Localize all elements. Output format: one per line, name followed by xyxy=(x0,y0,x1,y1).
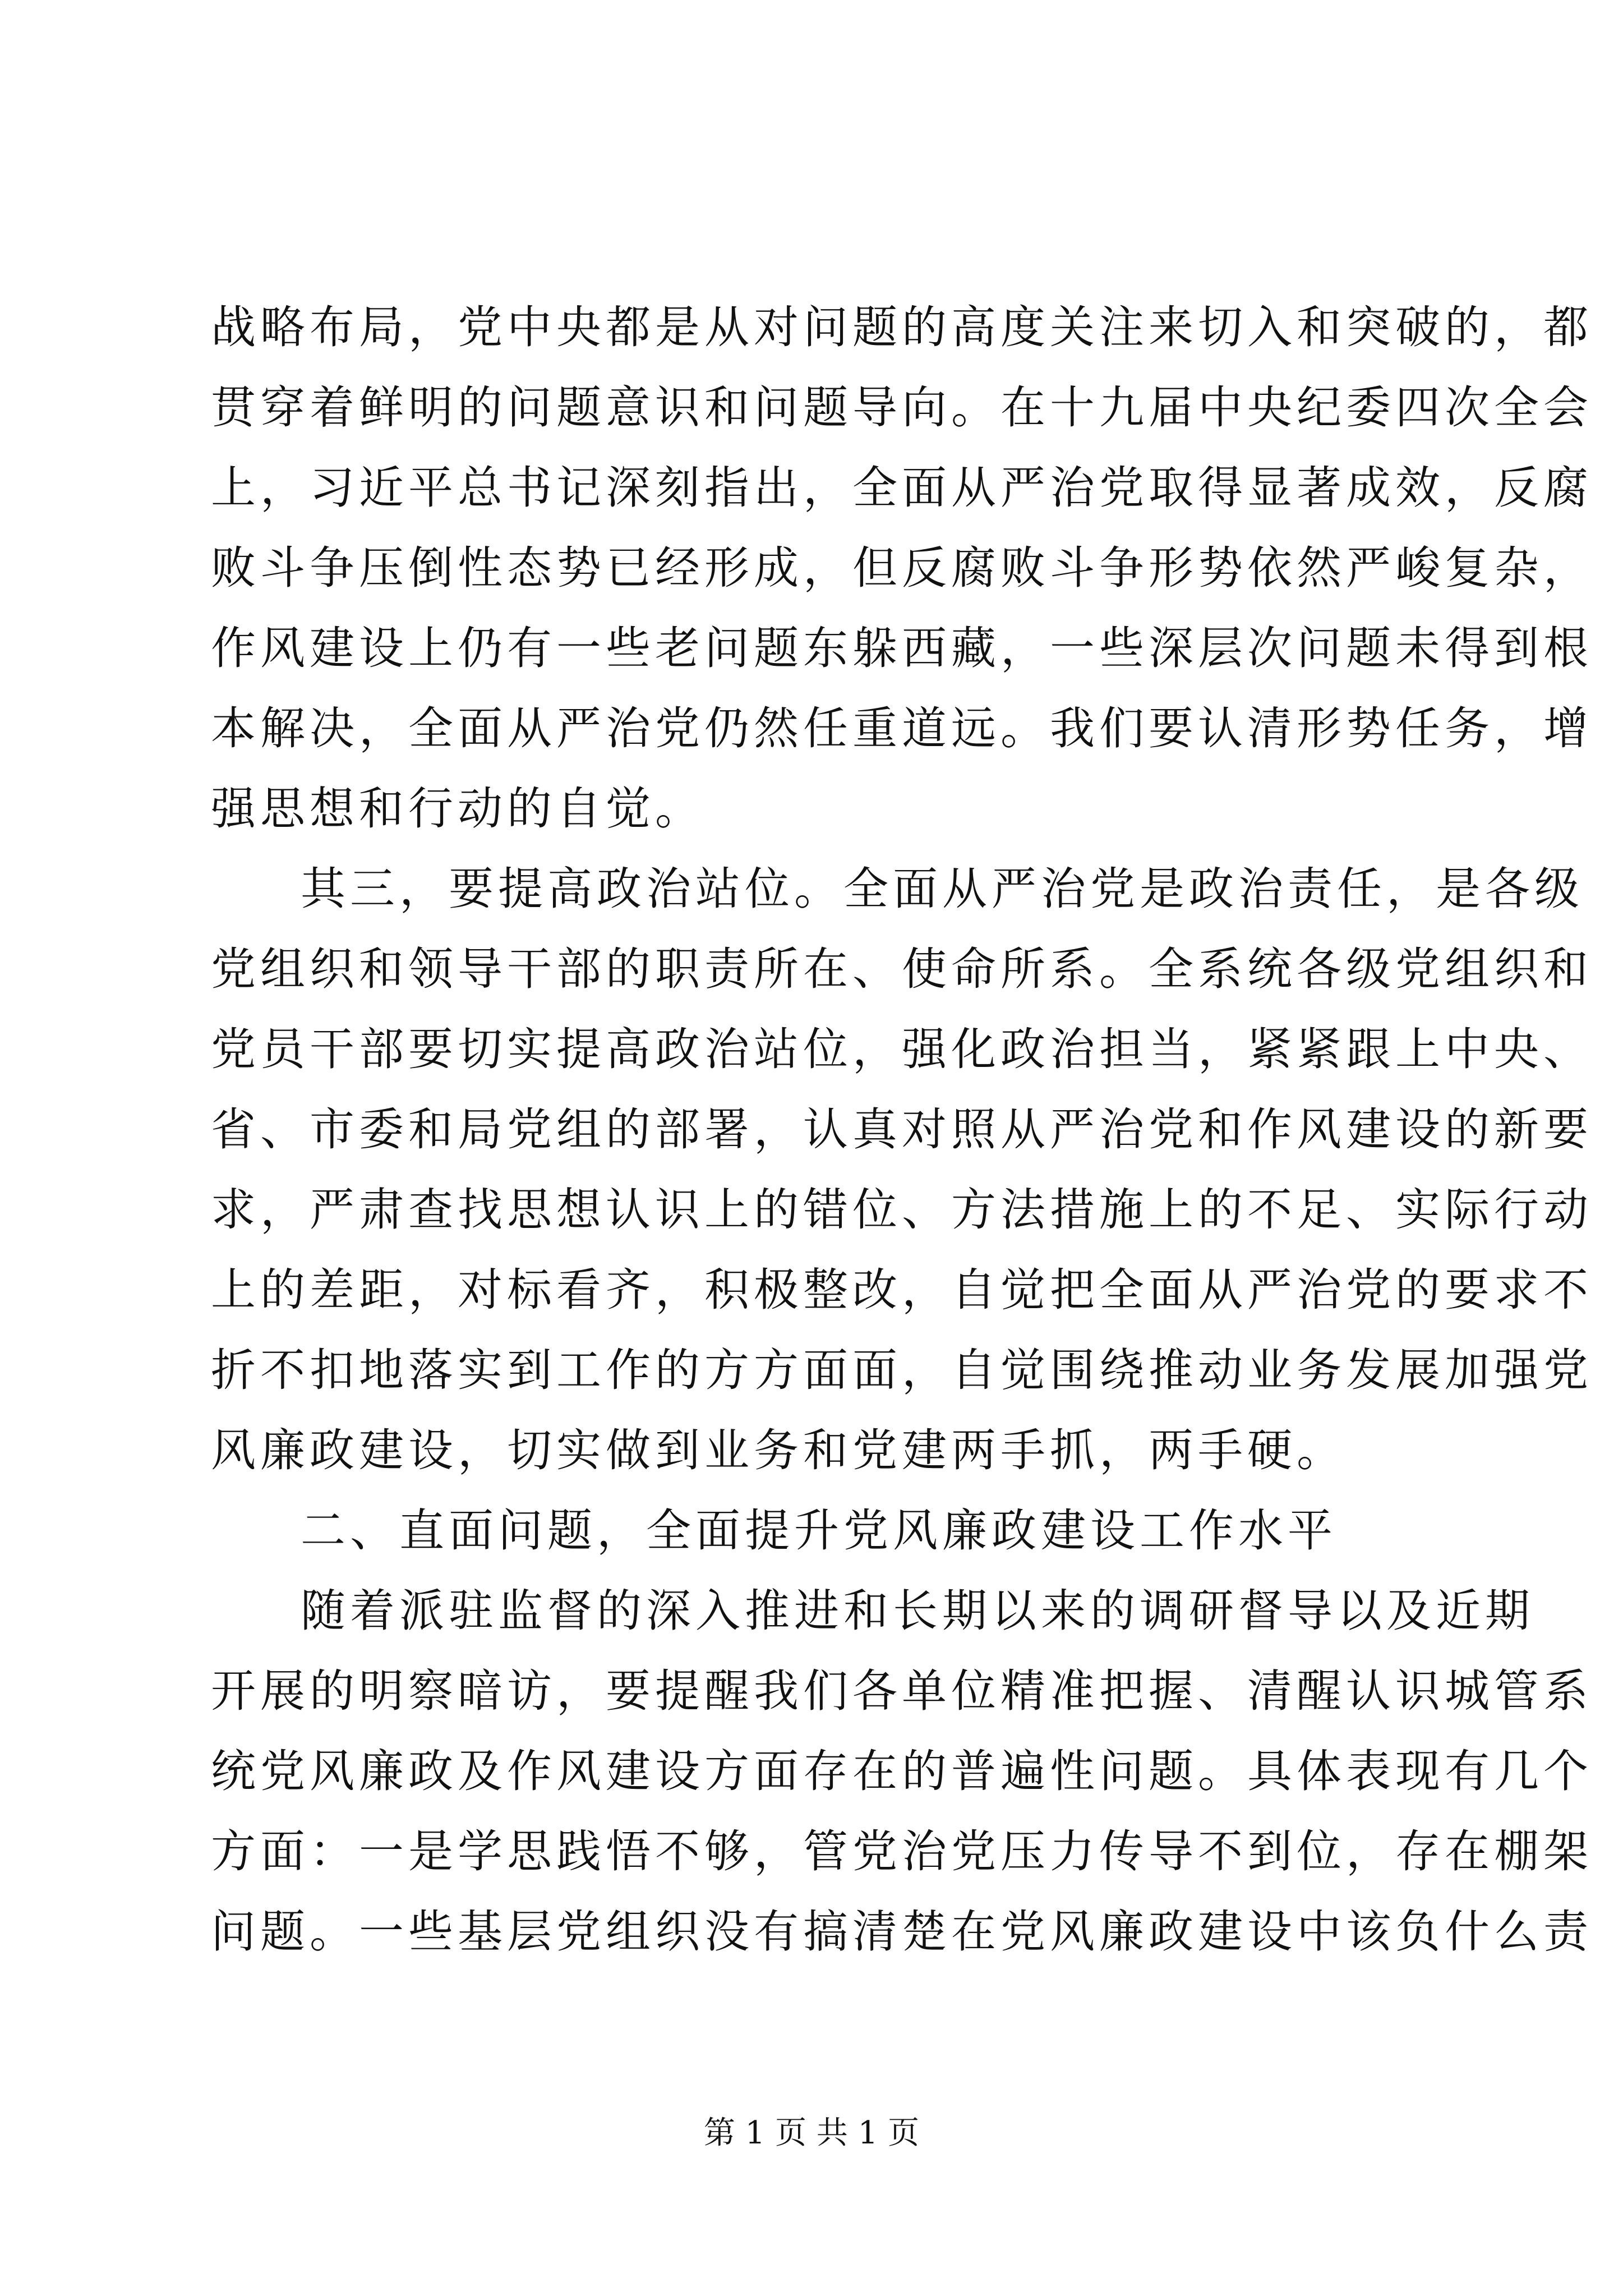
text-line: 开展的明察暗访，要提醒我们各单位精准把握、清醒认识城管系 xyxy=(211,1665,1593,1717)
text-line: 作风建设上仍有一些老问题东躲西藏，一些深层次问题未得到根 xyxy=(211,622,1593,674)
text-line: 省、市委和局党组的部署，认真对照从严治党和作风建设的新要 xyxy=(211,1103,1593,1156)
text-line: 问题。一些基层党组织没有搞清楚在党风廉政建设中该负什么责 xyxy=(211,1906,1593,1958)
text-line: 贯穿着鲜明的问题意识和问题导向。在十九届中央纪委四次全会 xyxy=(211,381,1593,434)
paragraph-start-line: 随着派驻监督的深入推进和长期以来的调研督导以及近期 xyxy=(301,1585,1534,1637)
document-body xyxy=(211,287,1593,1972)
text-line: 党组织和领导干部的职责所在、使命所系。全系统各级党组织和 xyxy=(211,943,1593,995)
paragraph-start-line: 其三，要提高政治站位。全面从严治党是政治责任，是各级 xyxy=(301,863,1584,915)
page-number-footer: 第 1 页 共 1 页 xyxy=(703,2115,920,2151)
text-line: 上，习近平总书记深刻指出，全面从严治党取得显著成效，反腐 xyxy=(211,462,1593,514)
text-line: 折不扣地落实到工作的方方面面，自觉围绕推动业务发展加强党 xyxy=(211,1344,1593,1396)
text-line: 上的差距，对标看齐，积极整改，自觉把全面从严治党的要求不 xyxy=(211,1264,1593,1316)
text-line: 战略布局，党中央都是从对问题的高度关注来切入和突破的，都 xyxy=(211,301,1593,353)
section-heading: 二、直面问题，全面提升党风廉政建设工作水平 xyxy=(301,1504,1337,1557)
text-line: 风廉政建设，切实做到业务和党建两手抓，两手硬。 xyxy=(211,1424,1346,1476)
text-line: 方面：一是学思践悟不够，管党治党压力传导不到位，存在棚架 xyxy=(211,1825,1593,1878)
text-line: 强思想和行动的自觉。 xyxy=(211,783,704,835)
text-line: 求，严肃查找思想认识上的错位、方法措施上的不足、实际行动 xyxy=(211,1184,1593,1236)
text-line: 败斗争压倒性态势已经形成，但反腐败斗争形势依然严峻复杂， xyxy=(211,542,1593,594)
text-line: 本解决，全面从严治党仍然任重道远。我们要认清形势任务，增 xyxy=(211,702,1593,754)
text-line: 党员干部要切实提高政治站位，强化政治担当，紧紧跟上中央、 xyxy=(211,1023,1593,1075)
text-line: 统党风廉政及作风建设方面存在的普遍性问题。具体表现有几个 xyxy=(211,1745,1593,1797)
